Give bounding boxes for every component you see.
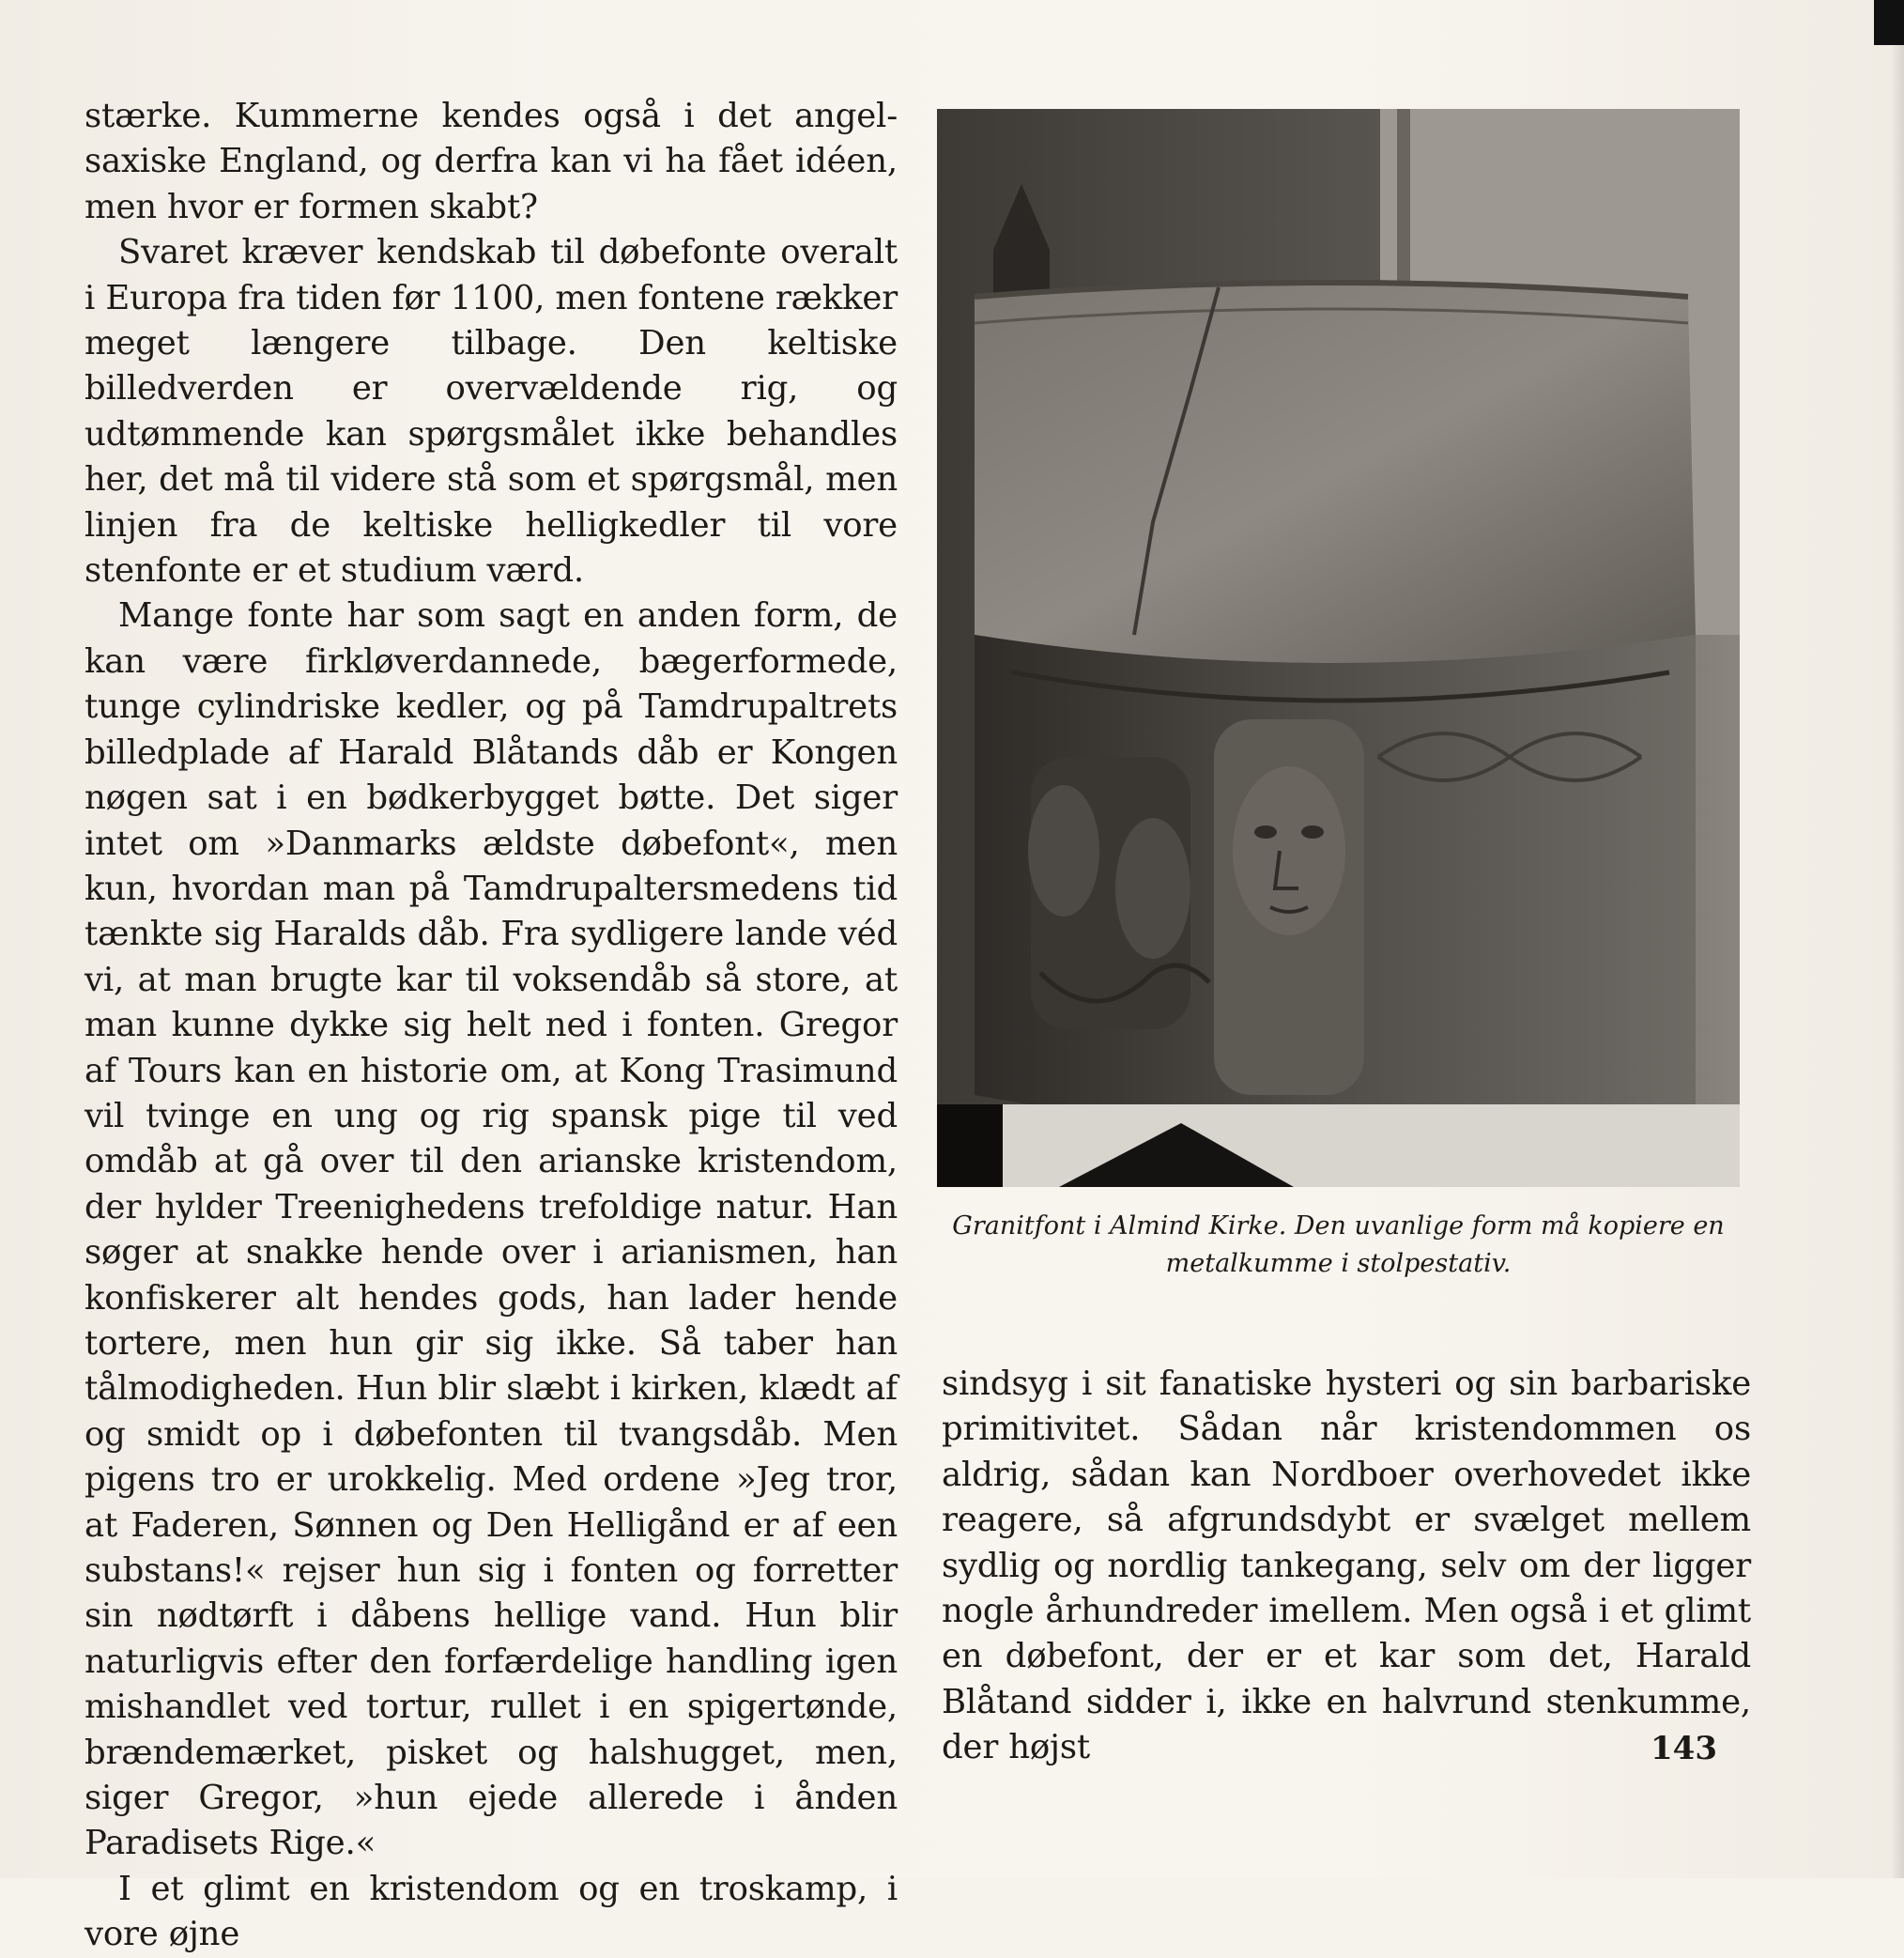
baptismal-font-photo bbox=[937, 109, 1740, 1187]
page-edge-mark bbox=[1874, 0, 1904, 45]
page-number: 143 bbox=[1651, 1730, 1717, 1767]
body-paragraph: Mange fonte har som sagt en anden form, de kan være firkløverdannede, bægerformede, tunge cylindriske kedler, og på Tamdrupaltrets billedplade af Harald Blåtands dåb er Kongen nøgen sat i en bødkerbygget bøtte. Det siger intet om »Danmarks ældste døbefont«, men kun, hvordan man på Tamdrupaltersmedens tid tænkte sig Haralds dåb. Fra sydligere lande véd vi, at man brugte kar til voksendåb så store, at man kunne dykke sig helt ned i fonten. Gregor af Tours kan en historie om, at Kong Trasimund vil tvinge en ung og rig spansk pige til ved omdåb at gå over til den arianske kristendom, der hylder Treenighedens trefoldige natur. Han søger at snakke hende over i arianismen, han konfiskerer alt hendes gods, han lader hende torterе, men hun gir sig ikke. Så taber han tålmodigheden. Hun blir slæbt i kirken, klædt af og smidt op i døbefonten til tvangsdåb. Men pigens tro er urokkelig. Med ordene »Jeg tror, at Faderen, Sønnen og Den Helligånd er af een substans!« rejser hun sig i fonten og forretter sin nødtørft i dåbens hellige vand. Hun blir naturligvis efter den forfærdelige handling igen mishandlet ved tortur, rullet i en spigertønde, brændemærket, pisket og halshugget, men, siger Gregor, »hun ejede allerede i ånden Paradisets Rige.« bbox=[84, 596, 898, 1863]
right-text-column bbox=[942, 1362, 1751, 1771]
left-text-column bbox=[84, 94, 898, 1958]
granite-font-illustration bbox=[937, 109, 1740, 1187]
body-paragraph: Svaret kræver kendskab til døbefonte overalt i Europa fra tiden før 1100, men fontene rækker meget længere tilbage. Den keltiske billedverden er overvældende rig, og udtømmende kan spørgsmålet ikke behandles her, det må til videre stå som et spørgsmål, men linjen fra de keltiske helligkedler til vore stenfonte er et studium værd. bbox=[84, 233, 898, 591]
body-paragraph: stærke. Kummerne kendes også i det angel-saxiske England, og derfra kan vi ha fået idéen, men hvor er formen skabt? bbox=[84, 97, 898, 226]
body-paragraph: sindsyg i sit fanatiske hysteri og sin barbariske primitivitet. Sådan når kristendommen os aldrig, sådan kan Nordboer overhovedet ikke reagere, så afgrundsdybt er svælget mellem sydlig og nordlig tankegang, selv om der ligger nogle århundreder imellem. Men også i et glimt en døbefont, der er et kar som det, Harald Blåtand sidder i, ikke en halvrund stenkumme, der højst bbox=[942, 1364, 1751, 1767]
figure-caption: Granitfont i Almind Kirke. Den uvanlige form må kopiere en metalkumme i stolpestativ. bbox=[952, 1211, 1725, 1278]
page-edge-shadow bbox=[1891, 0, 1904, 1878]
body-paragraph: I et glimt en kristendom og en troskamp, i vore øjne bbox=[84, 1869, 898, 1954]
